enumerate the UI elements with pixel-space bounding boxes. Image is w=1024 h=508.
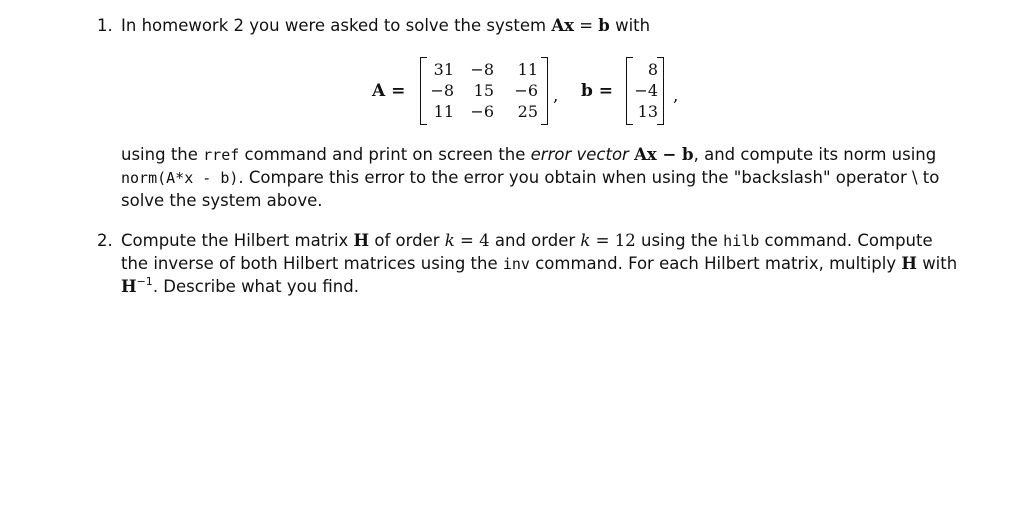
- problem-1-intro-line: [121, 16, 650, 36]
- text-run: command and print on screen the: [244, 145, 526, 164]
- math-k: k: [444, 231, 455, 250]
- vector-b-label: b =: [581, 81, 614, 101]
- math-H-inverse: H: [121, 277, 137, 296]
- text-run: Compute the Hilbert matrix: [121, 231, 349, 250]
- vector-b: [626, 57, 664, 125]
- problem-2-line-3: [121, 277, 359, 297]
- matrix-a-cell: 31: [433, 60, 454, 79]
- text-run: of order: [374, 231, 440, 250]
- vector-b-right-bracket: [657, 57, 664, 125]
- text-run: with: [922, 254, 958, 273]
- matrix-a-cell: −8: [470, 60, 494, 79]
- problem-2-line-2: [121, 254, 958, 274]
- matrix-a-cell: 25: [517, 102, 538, 121]
- code-norm: norm(A*x - b): [121, 169, 239, 187]
- matrix-a-cell: 15: [473, 81, 494, 100]
- problem-1-number: 1.: [97, 16, 113, 35]
- math-equals-12: = 12: [595, 231, 636, 250]
- problem-1-line-4: solve the system above.: [121, 191, 323, 210]
- math-superscript: −1: [136, 275, 153, 288]
- matrix-a: [420, 57, 548, 125]
- comma-separator: ,: [673, 86, 679, 106]
- system-rhs: b: [598, 16, 610, 35]
- text-run: command. Compute: [764, 231, 933, 250]
- text-run: using the: [641, 231, 718, 250]
- matrix-a-label: A =: [372, 81, 406, 101]
- matrix-a-right-bracket: [541, 57, 548, 125]
- matrix-a-cell: −6: [514, 81, 538, 100]
- matrix-a-cell: 11: [433, 102, 454, 121]
- math-H: H: [353, 231, 370, 250]
- text-run: using the: [121, 145, 198, 164]
- system-equals: =: [579, 16, 594, 35]
- code-inv: inv: [502, 255, 530, 273]
- system-lhs: Ax: [551, 16, 574, 35]
- math-k: k: [580, 231, 591, 250]
- matrix-a-cell: 11: [517, 60, 538, 79]
- math-equals-4: = 4: [460, 231, 490, 250]
- vector-b-cell: 13: [637, 102, 658, 121]
- matrix-a-left-bracket: [420, 57, 427, 125]
- text-run: , and compute its norm using: [693, 145, 937, 164]
- problem-1-line-3: [121, 168, 940, 188]
- comma-separator: ,: [553, 86, 559, 106]
- intro-text: In homework 2 you were asked to solve the system: [121, 16, 547, 35]
- matrix-a-cell: −6: [470, 102, 494, 121]
- text-run: and order: [494, 231, 576, 250]
- problem-2-line-1: [121, 231, 931, 251]
- matrix-a-cell: −8: [430, 81, 454, 100]
- with-text: with: [615, 16, 651, 35]
- math-expression: Ax − b: [634, 145, 694, 164]
- vector-b-cell: −4: [634, 81, 658, 100]
- text-run: . Compare this error to the error you obtain when using the "backslash" operator \ to: [238, 168, 940, 187]
- code-rref: rref: [203, 146, 240, 164]
- text-run: the inverse of both Hilbert matrices using the: [121, 254, 498, 273]
- italic-error-vector: error vector: [530, 145, 629, 164]
- code-hilb: hilb: [723, 232, 760, 250]
- problem-1-line-2: [121, 145, 937, 165]
- problem-2-number: 2.: [97, 231, 113, 250]
- vector-b-cell: 8: [647, 60, 658, 79]
- text-run: command. For each Hilbert matrix, multiply: [535, 254, 897, 273]
- text-run: . Describe what you find.: [152, 277, 359, 296]
- math-H: H: [901, 254, 917, 273]
